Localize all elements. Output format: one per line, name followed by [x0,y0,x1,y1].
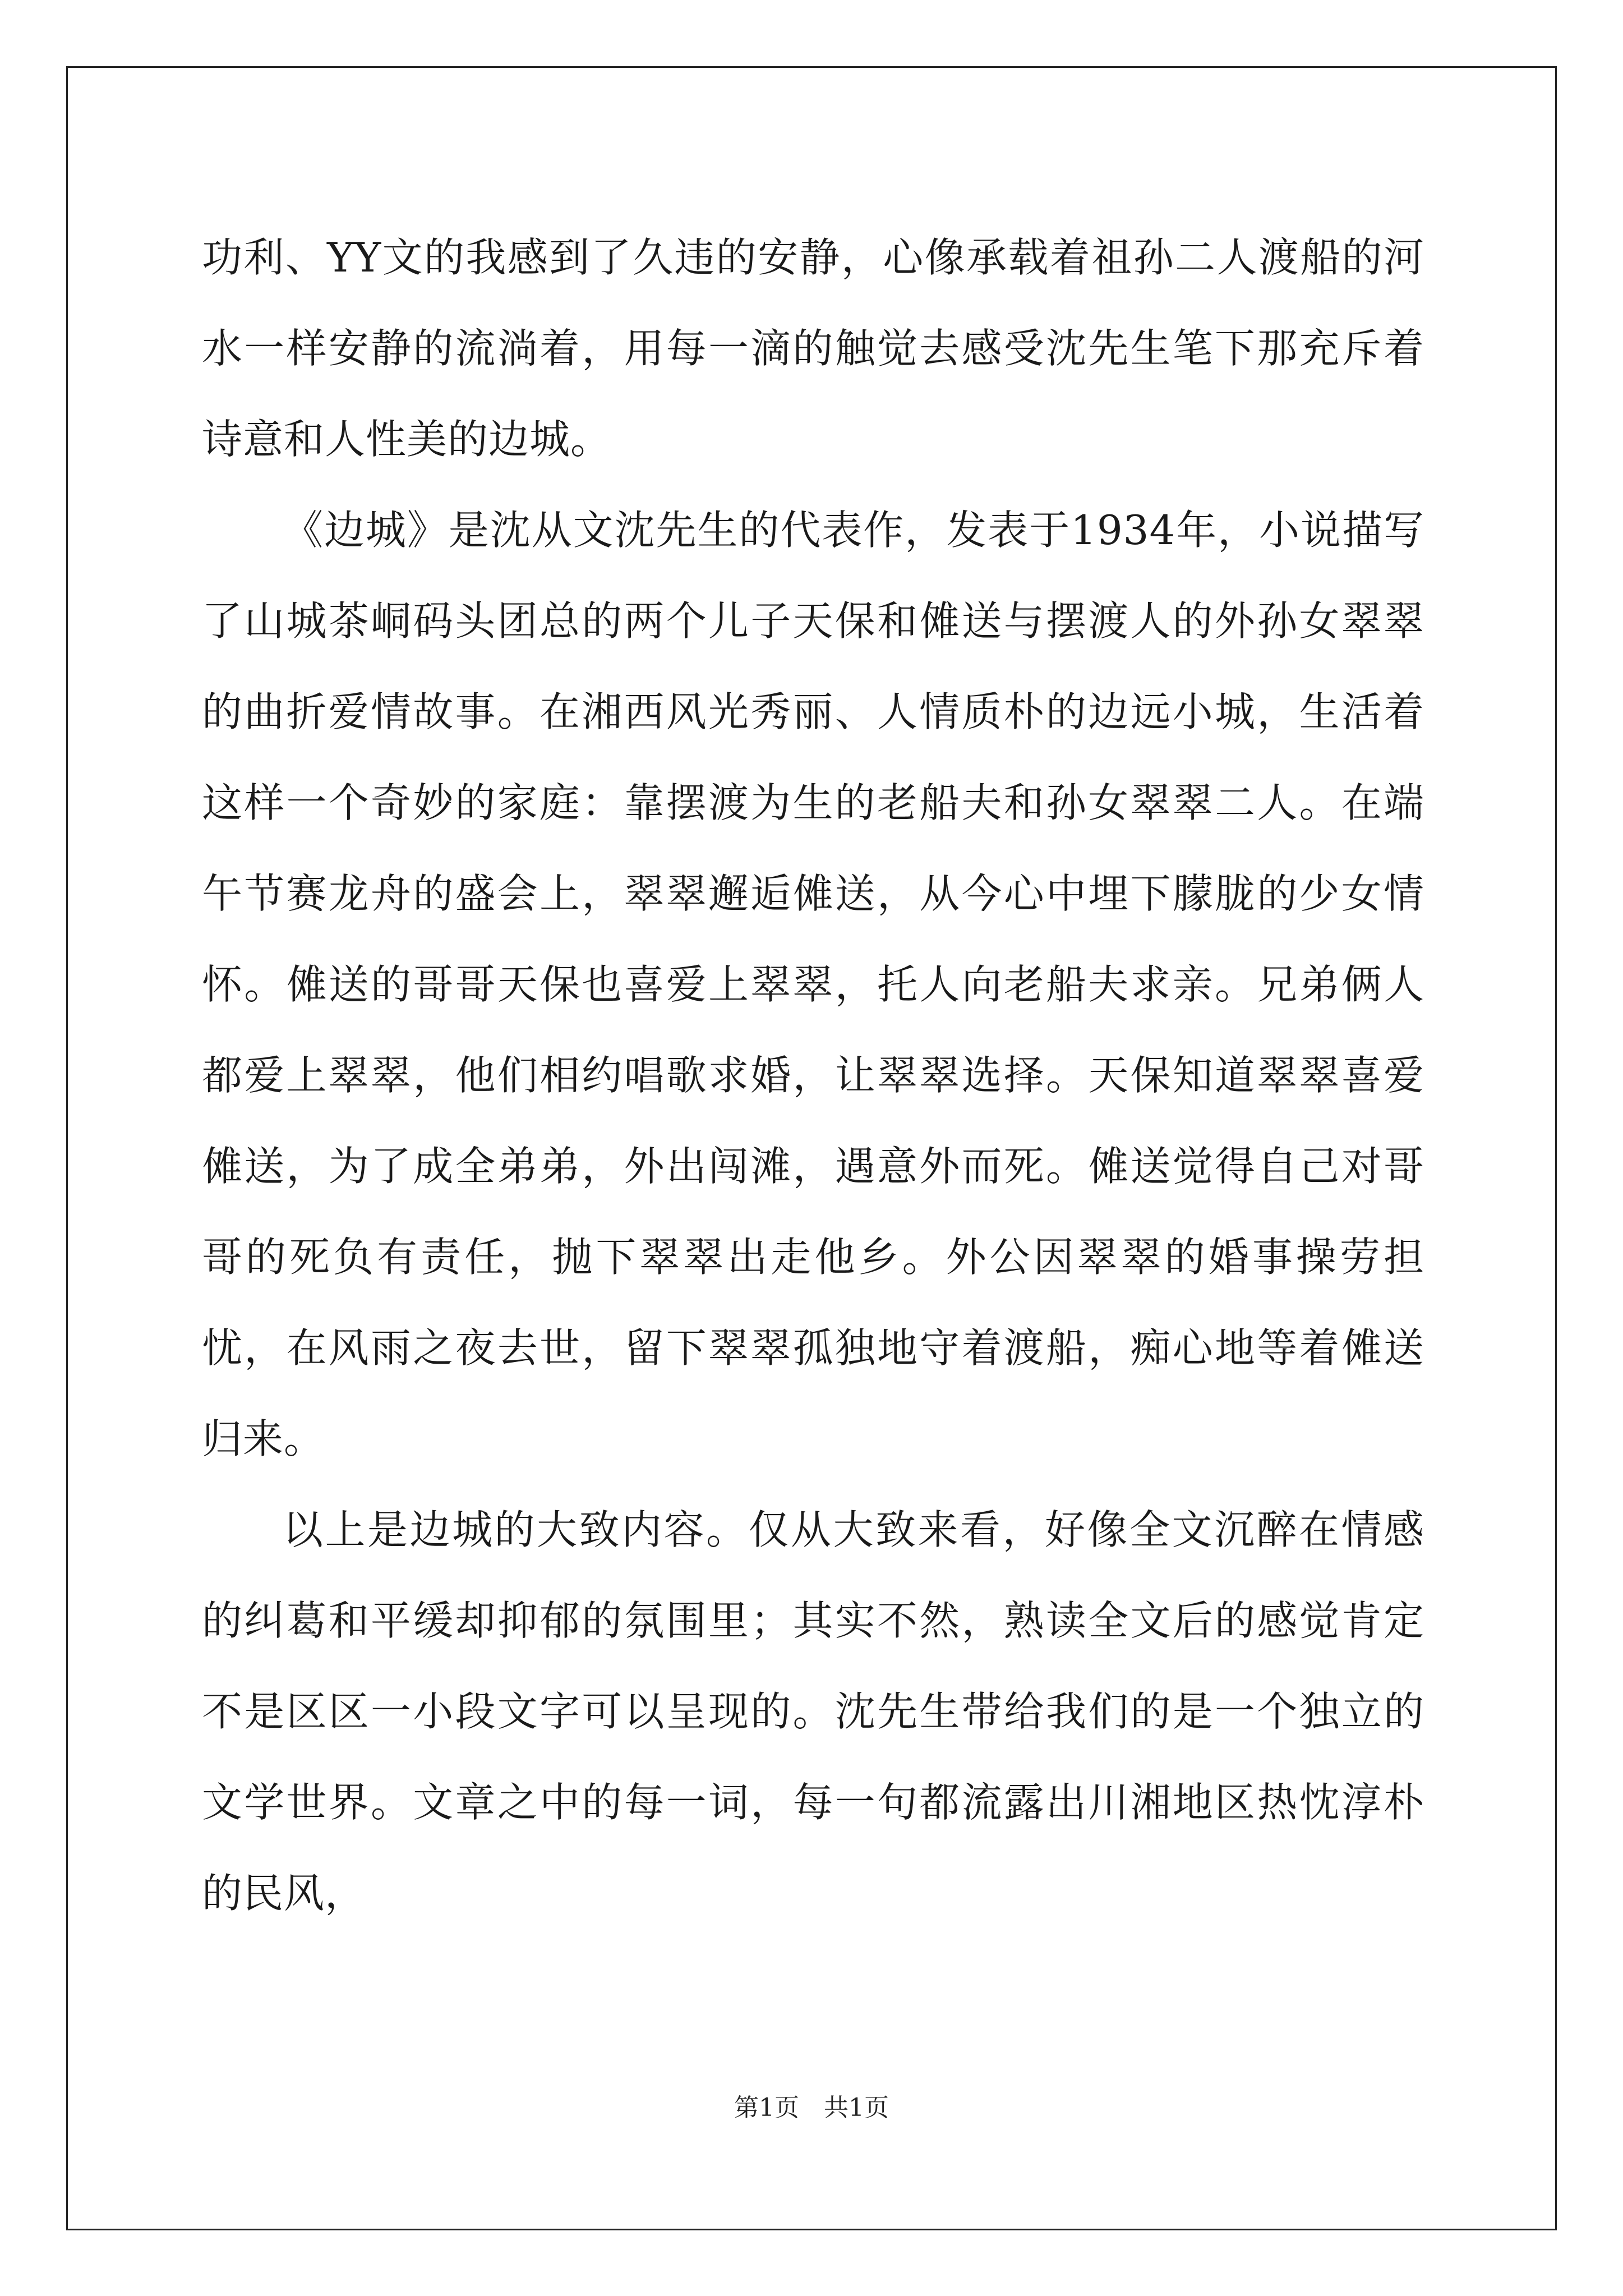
document-body [202,212,1424,2007]
page-number-footer: 第1页 共1页 [734,2093,889,2122]
paragraph-2: 《边城》是沈从文沈先生的代表作，发表于1934年，小说描写了山城茶峒码头团总的两个儿子天保和傩送与摆渡人的外孙女翠翠的曲折爱情故事。在湘西风光秀丽、人情质朴的边远小城，生活着这样一个奇妙的家庭：靠摆渡为生的老船夫和孙女翠翠二人。在端午节赛龙舟的盛会上，翠翠邂逅傩送，从今心中埋下朦胧的少女情怀。傩送的哥哥天保也喜爱上翠翠，托人向老船夫求亲。兄弟俩人都爱上翠翠，他们相约唱歌求婚，让翠翠选择。天保知道翠翠喜爱傩送，为了成全弟弟，外出闯滩，遇意外而死。傩送觉得自己对哥哥的死负有责任，抛下翠翠出走他乡。外公因翠翠的婚事操劳担忧，在风雨之夜去世，留下翠翠孤独地守着渡船，痴心地等着傩送归来。 [202,507,1424,1462]
paragraph-1: 功利、YY文的我感到了久违的安静，心像承载着祖孙二人渡船的河水一样安静的流淌着，用每一滴的触觉去感受沈先生笔下那充斥着诗意和人性美的边城。 [202,234,1424,463]
paragraph-3: 以上是边城的大致内容。仅从大致来看，好像全文沉醉在情感的纠葛和平缓却抑郁的氛围里；其实不然，熟读全文后的感觉肯定不是区区一小段文字可以呈现的。沈先生带给我们的是一个独立的文学世界。文章之中的每一词，每一句都流露出川湘地区热忱淳朴的民风， [202,1506,1424,1917]
